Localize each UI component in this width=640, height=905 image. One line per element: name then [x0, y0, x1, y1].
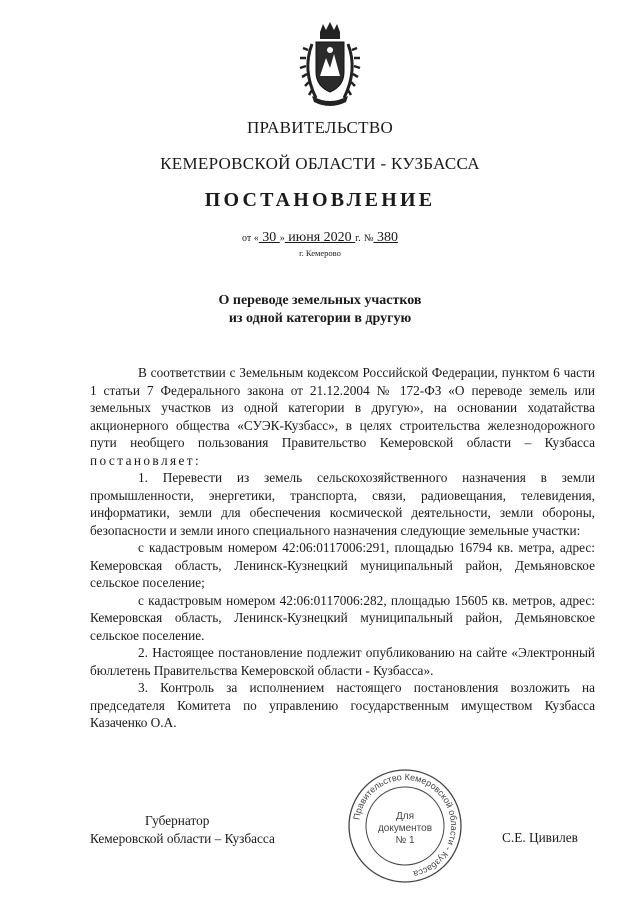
number-sign: №	[363, 233, 374, 244]
paragraph-plot-1: с кадастровым номером 42:06:0117006:291, площадью 16794 кв. метра, адрес: Кемеровская область, Ленинск-Кузнецкий муниципальный район, Демьяновское сельское поселение;	[90, 540, 595, 590]
stamp-ring-text: Правительство Кемеровской области - Кузбасса	[351, 771, 460, 880]
paragraph-item-1: 1. Перевести из земель сельскохозяйственного назначения в земли промышленности, энергетики, транспорта, связи, радиовещания, телевидения, информатики, земли для обеспечения космической деятельности, земли обороны, безопасности и земли иного специального назначения следующие земельные участки:	[90, 470, 595, 538]
date-line	[0, 229, 640, 246]
paragraph-preamble	[90, 364, 595, 469]
stamp-line-3: № 1	[395, 835, 415, 846]
date-month-year: июня 2020	[284, 230, 356, 245]
stamp-line-2: документов	[377, 823, 433, 834]
date-prefix: от «	[242, 233, 259, 244]
city-label: г. Кемерово	[299, 248, 341, 258]
signatory-title	[90, 812, 275, 848]
stamp-line-1: Для	[395, 811, 415, 822]
date-day: 30	[258, 230, 280, 245]
government-title: ПРАВИТЕЛЬСТВО	[246, 118, 394, 137]
preamble-text: В соответствии с Земельным кодексом Российской Федерации, пунктом 6 части 1 статьи 7 Федерального закона от 21.12.2004 № 172-ФЗ «О переводе земель или земельных участков из одной категории в другую», на основании ходатайства акционерного общества «СУЭК-Кузбасс», в целях строительства железнодорожного пути необщего пользования Правительство Кемеровской области – Кузбасса	[90, 365, 595, 450]
document-body	[90, 364, 595, 732]
official-stamp	[346, 767, 464, 885]
document-type-title: ПОСТАНОВЛЕНИЕ	[204, 189, 436, 211]
document-number: 380	[373, 230, 398, 245]
signatory-title-line-1: Губернатор	[145, 813, 210, 828]
paragraph-plot-2: с кадастровым номером 42:06:0117006:282, площадью 15605 кв. метров, адрес: Кемеровская область, Ленинск-Кузнецкий муниципальный район, Демьяновское сельское поселение.	[90, 592, 595, 643]
region-title: КЕМЕРОВСКОЙ ОБЛАСТИ - КУЗБАССА	[160, 154, 480, 173]
signatory-title-line-2: Кемеровской области – Кузбасса	[90, 831, 275, 846]
document-subject	[0, 292, 640, 328]
coat-of-arms-emblem	[298, 20, 362, 110]
subject-line-1: О переводе земельных участков	[218, 293, 422, 308]
signatory-name: С.Е. Цивилев	[502, 830, 578, 845]
paragraph-item-2: 2. Настоящее постановление подлежит опубликованию на сайте «Электронный бюллетень Правительства Кемеровской области - Кузбасса».	[90, 645, 595, 678]
date-quote-close: »	[279, 233, 285, 244]
subject-line-2: из одной категории в другую	[228, 311, 412, 326]
resolves-word: постановляет:	[90, 452, 202, 468]
paragraph-item-3: 3. Контроль за исполнением настоящего постановления возложить на председателя Комитета по управлению государственным имуществом Кузбасса Казаченко О.А.	[90, 680, 595, 730]
date-year-suffix: г.	[355, 233, 361, 244]
